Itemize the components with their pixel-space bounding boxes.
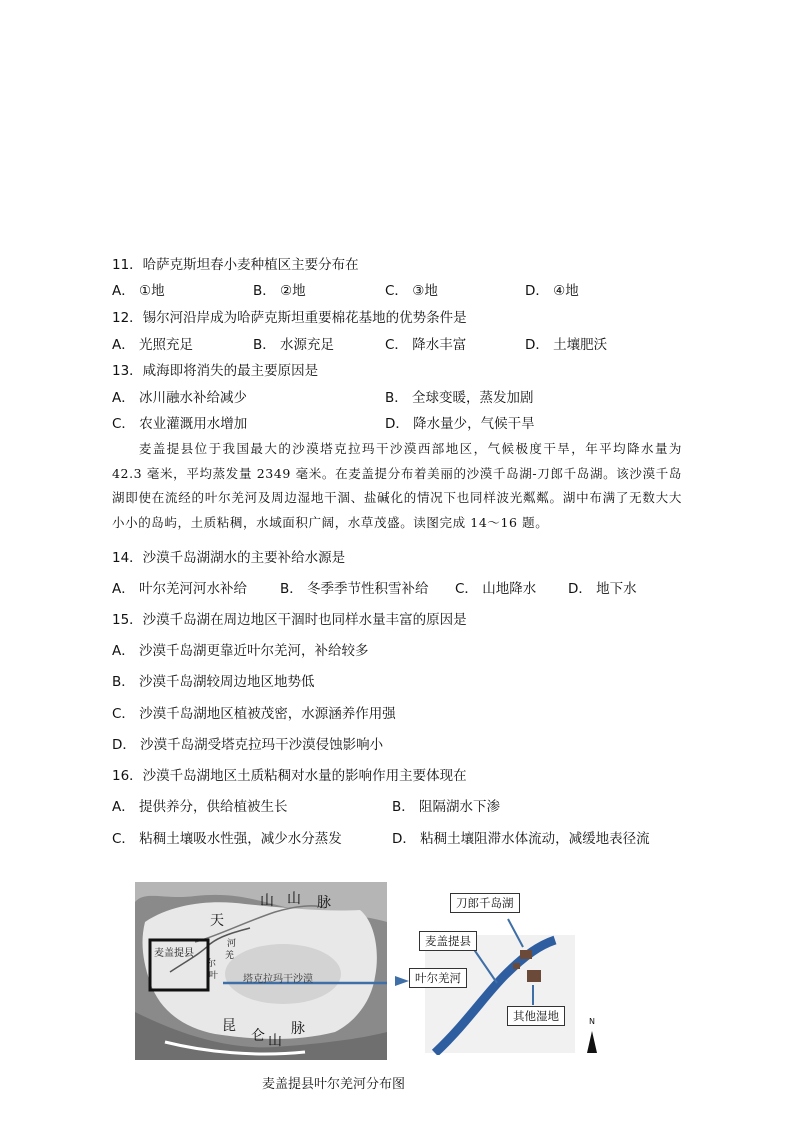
q13-option-d: D． 降水量少，气候干旱 [385, 416, 535, 432]
tianshan-label-1: 天 [210, 913, 224, 929]
reading-passage [112, 437, 682, 535]
wetland-label: 其他湿地 [507, 1006, 565, 1026]
desert-label: 塔克拉玛干沙漠 [243, 974, 313, 985]
kunlun-label-2: 仑 [251, 1028, 265, 1044]
q11-option-d: D． ④地 [525, 283, 579, 299]
q16-option-c: C． 粘稠土壤吸水性强，减少水分蒸发 [112, 831, 342, 847]
passage-text: 麦盖提县位于我国最大的沙漠塔克拉玛干沙漠西部地区，气候极度干旱，年平均降水量为 42.3 毫米，平均蒸发量 2349 毫米。在麦盖提分布着美丽的沙漠千岛湖-刀郎千岛湖。该沙漠千岛湖即使在流经的叶尔羌河及周边湿地干涸、盐碱化的情况下也同样波光粼粼。湖中布满了无数大大小小的岛屿，土质粘稠，水域面积广阔，水草茂盛。读图完成 14～16 题。 [112, 441, 682, 530]
river-char-1: 叶 [209, 971, 219, 981]
q14-option-d: D． 地下水 [568, 581, 637, 597]
q11-option-b: B． ②地 [253, 283, 306, 299]
river-char-2: 尔 [207, 959, 217, 969]
tianshan-label-4: 脉 [317, 895, 331, 911]
q14-option-c: C． 山地降水 [455, 581, 537, 597]
q16-stem: 16．沙漠千岛湖地区土质粘稠对水量的影响作用主要体现在 [112, 768, 467, 784]
q14-option-b: B． 冬季季节性积雪补给 [280, 581, 429, 597]
q16-option-d: D． 粘稠土壤阻滞水体流动，减缓地表径流 [392, 831, 650, 847]
q15-option-b: B． 沙漠千岛湖较周边地区地势低 [112, 674, 315, 690]
q12-option-d: D． 土壤肥沃 [525, 337, 608, 353]
kunlun-label-1: 昆 [222, 1018, 236, 1034]
map-caption: 麦盖提县叶尔羌河分布图 [262, 1077, 406, 1092]
river-char-3: 羌 [225, 951, 235, 961]
q16-option-b: B． 阻隔湖水下渗 [392, 799, 501, 815]
river-char-4: 河 [227, 939, 237, 949]
q12-option-c: C． 降水丰富 [385, 337, 467, 353]
q14-stem: 14．沙漠千岛湖湖水的主要补给水源是 [112, 550, 346, 566]
q13-option-a: A． 冰川融水补给减少 [112, 390, 248, 406]
county-label-left: 麦盖提县 [154, 948, 194, 959]
wetland-detail-map [405, 885, 605, 1055]
q12-stem: 12．锡尔河沿岸成为哈萨克斯坦重要棉花基地的优势条件是 [112, 310, 467, 326]
lake-label: 刀郎千岛湖 [450, 893, 520, 913]
tarim-basin-map [135, 882, 387, 1060]
kunlun-label-4: 脉 [291, 1021, 305, 1037]
q14-option-a: A． 叶尔羌河河水补给 [112, 581, 248, 597]
q12-option-b: B． 水源充足 [253, 337, 335, 353]
county-label-right: 麦盖提县 [419, 931, 477, 951]
q15-stem: 15．沙漠千岛湖在周边地区干涸时也同样水量丰富的原因是 [112, 612, 467, 628]
tianshan-label-2: 山 [260, 893, 274, 909]
kunlun-label-3: 山 [268, 1033, 282, 1049]
q11-option-a: A． ①地 [112, 283, 165, 299]
q15-option-a: A． 沙漠千岛湖更靠近叶尔羌河，补给较多 [112, 643, 369, 659]
q13-option-c: C． 农业灌溉用水增加 [112, 416, 248, 432]
q16-option-a: A． 提供养分，供给植被生长 [112, 799, 288, 815]
q12-option-a: A． 光照充足 [112, 337, 194, 353]
q13-option-b: B． 全球变暖，蒸发加剧 [385, 390, 534, 406]
q11-option-c: C． ③地 [385, 283, 438, 299]
north-arrow-label: N [589, 1017, 595, 1026]
q13-stem: 13．咸海即将消失的最主要原因是 [112, 363, 319, 379]
tianshan-label-3: 山 [287, 891, 301, 907]
q15-option-d: D． 沙漠千岛湖受塔克拉玛干沙漠侵蚀影响小 [112, 737, 384, 753]
q15-option-c: C． 沙漠千岛湖地区植被茂密，水源涵养作用强 [112, 706, 396, 722]
river-label: 叶尔羌河 [409, 968, 467, 988]
q11-stem: 11．哈萨克斯坦春小麦种植区主要分布在 [112, 257, 359, 273]
